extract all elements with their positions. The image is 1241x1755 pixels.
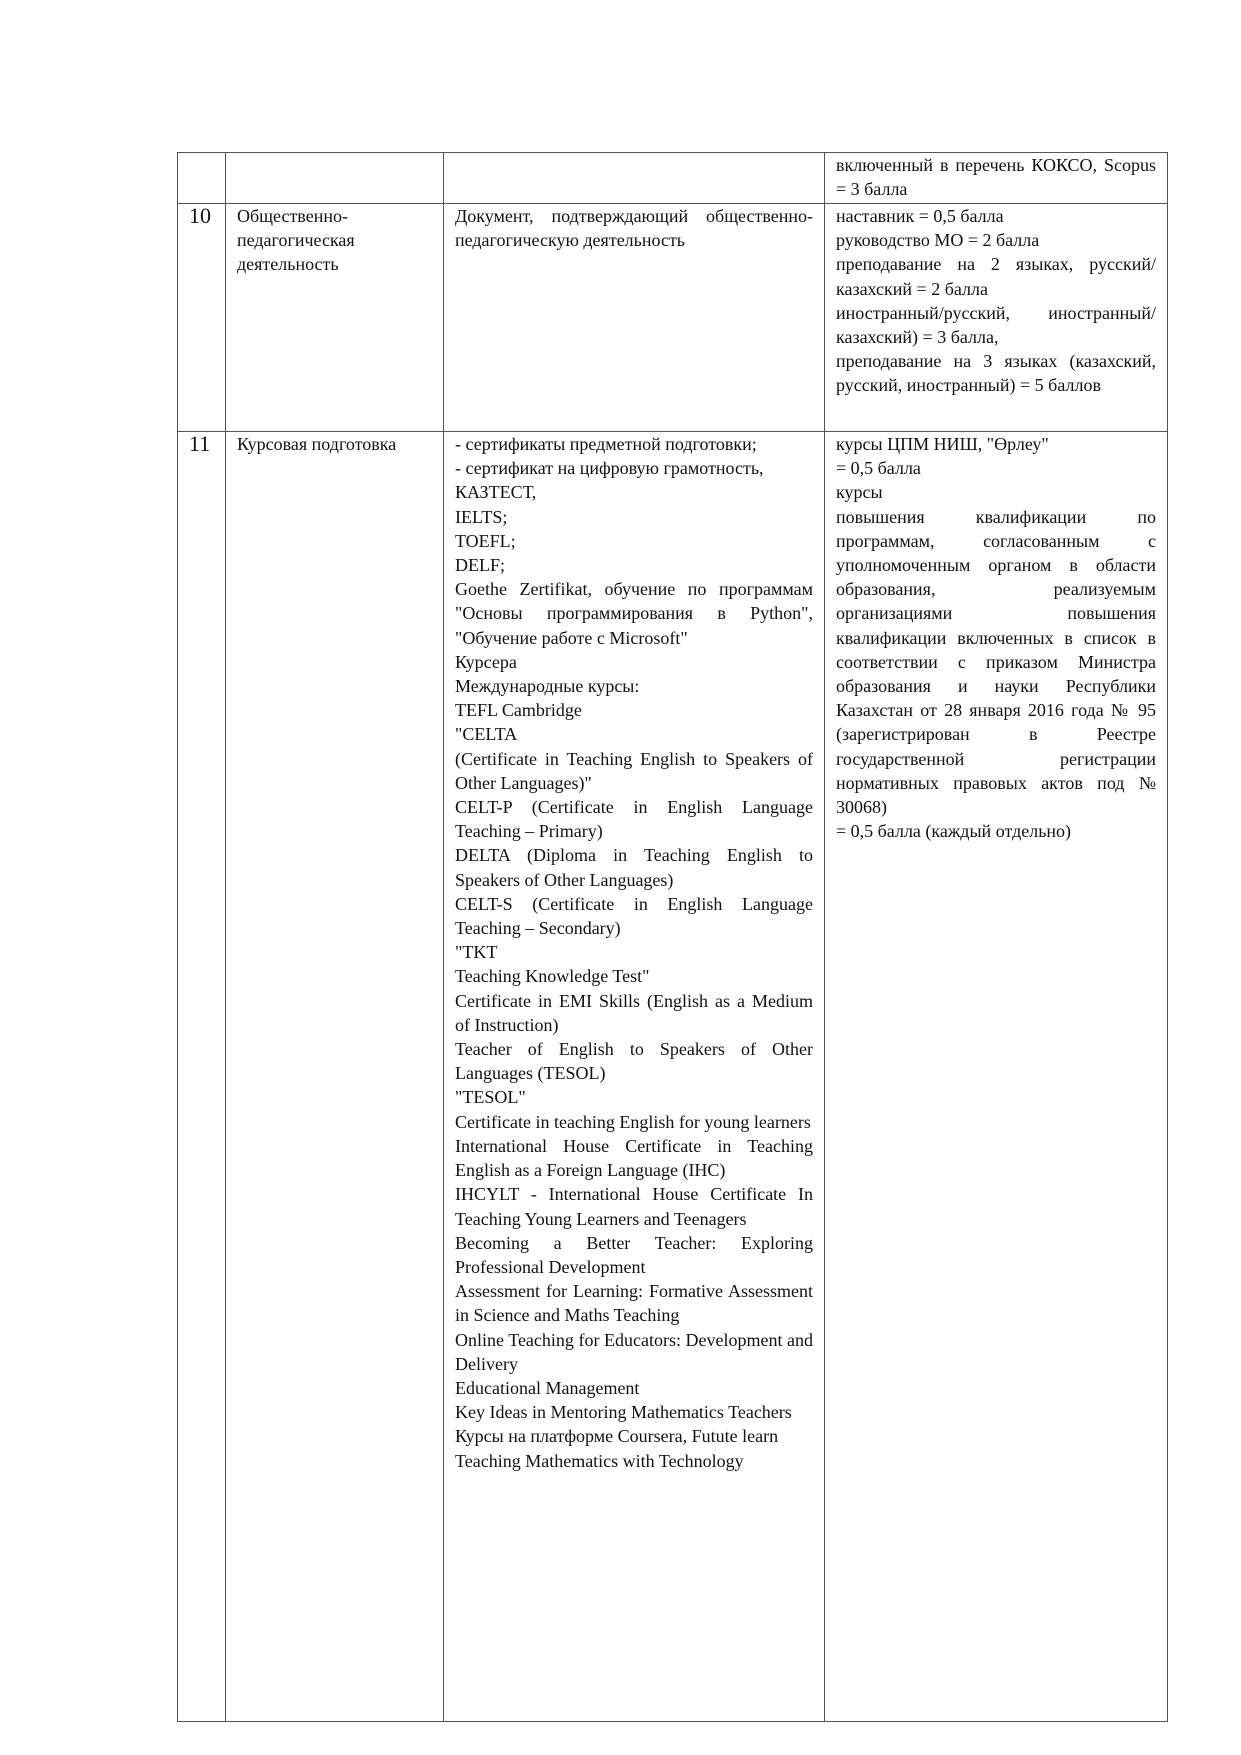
table-row [178,204,1168,432]
document-item: IELTS; [455,506,508,527]
document-item: Курсера [455,651,517,672]
document-item: Teaching Knowledge Test" [455,966,650,987]
row-number: 11 [178,432,226,1722]
document-item: DELTA (Diploma in Teaching English to Speakers of Other Languages) [455,845,813,890]
document-item: Международные курсы: [455,676,640,697]
criterion-name: Общественно-педагогическая деятельность [226,204,444,432]
table-row [178,432,1168,1722]
document-item: "CELTA [455,724,518,745]
score-cell [825,204,1168,432]
document-item: TOEFL; [455,530,516,551]
document-item: "TKT [455,942,498,963]
document-cell [444,153,825,204]
score-line: руководство МО = 2 балла [836,230,1040,251]
document-item: Assessment for Learning: Formative Assessment in Science and Maths Teaching [455,1281,813,1326]
document-cell: Документ, подтверждающий общественно-педагогическую деятельность [444,204,825,432]
document-item: TEFL Cambridge [455,700,582,721]
score-cell [825,153,1168,204]
document-item: IHCYLT - International House Certificate In Teaching Young Learners and Teenagers [455,1184,813,1229]
document-item: Key Ideas in Mentoring Mathematics Teachers [455,1402,792,1423]
score-cell [825,432,1168,1722]
criterion-name: Курсовая подготовка [226,432,444,1722]
score-line: преподавание на 2 языках, русский/казахский = 2 балла [836,254,1156,299]
score-line: = 0,5 балла [836,458,921,479]
score-line: курсы ЦПМ НИШ, "Өрлеу" [836,434,1049,454]
document-item: CELT-S (Certificate in English Language Teaching – Secondary) [455,893,813,939]
document-item: - сертификаты предметной подготовки; [455,434,757,454]
document-item: DELF; [455,555,506,576]
document-item: Educational Management [455,1377,640,1398]
document-cell [444,432,825,1722]
document-item: CELT-P (Certificate in English Language Teaching – Primary) [455,797,813,842]
score-line: повышения квалификации по программам, согласованным с уполномоченным органом в области образования, реализуемым организациями повышения квалификации включенных в список в соответствии с приказом Министра образования и науки Республики Казахстан от 28 января 2016 года № 95 (зарегистрирован в Реестре государственной регистрации нормативных правовых актов под № 30068) [836,506,1156,818]
document-item: - сертификат на цифровую грамотность, [455,458,764,479]
score-line: курсы [836,482,883,503]
document-item: Online Teaching for Educators: Development and Delivery [455,1329,813,1374]
score-line: включенный в перечень КОКСО, Scopus = 3 балла [836,155,1156,200]
document-item: Teaching Mathematics with Technology [455,1450,744,1471]
document-item: КАЗТЕСТ, [455,482,537,503]
score-line: преподавание на 3 языках (казахский, русский, иностранный) = 5 баллов [836,351,1156,396]
document-item: (Certificate in Teaching English to Speakers of Other Languages)" [455,748,813,793]
document-item: Certificate in teaching English for young learners [455,1111,811,1132]
score-line: наставник = 0,5 балла [836,206,1004,226]
document-item: "TESOL" [455,1087,526,1108]
document-item: Курсы на платформе Coursera, Futute learn [455,1426,779,1447]
criteria-table [177,152,1168,1722]
document-item: Goethe Zertifikat, обучение по программам "Основы программирования в Python", "Обучение работе с Microsoft" [455,579,813,648]
table-row [178,153,1168,204]
row-number [178,153,226,204]
row-number: 10 [178,204,226,432]
criterion-name [226,153,444,204]
document-item: International House Certificate in Teaching English as a Foreign Language (IHC) [455,1135,813,1181]
document-item: Certificate in EMI Skills (English as a Medium of Instruction) [455,990,813,1035]
document-item: Teacher of English to Speakers of Other Languages (TESOL) [455,1039,813,1084]
score-line: = 0,5 балла (каждый отдельно) [836,821,1072,842]
document-item: Becoming a Better Teacher: Exploring Professional Development [455,1232,813,1277]
score-line: иностранный/русский, иностранный/казахский) = 3 балла, [836,302,1156,348]
